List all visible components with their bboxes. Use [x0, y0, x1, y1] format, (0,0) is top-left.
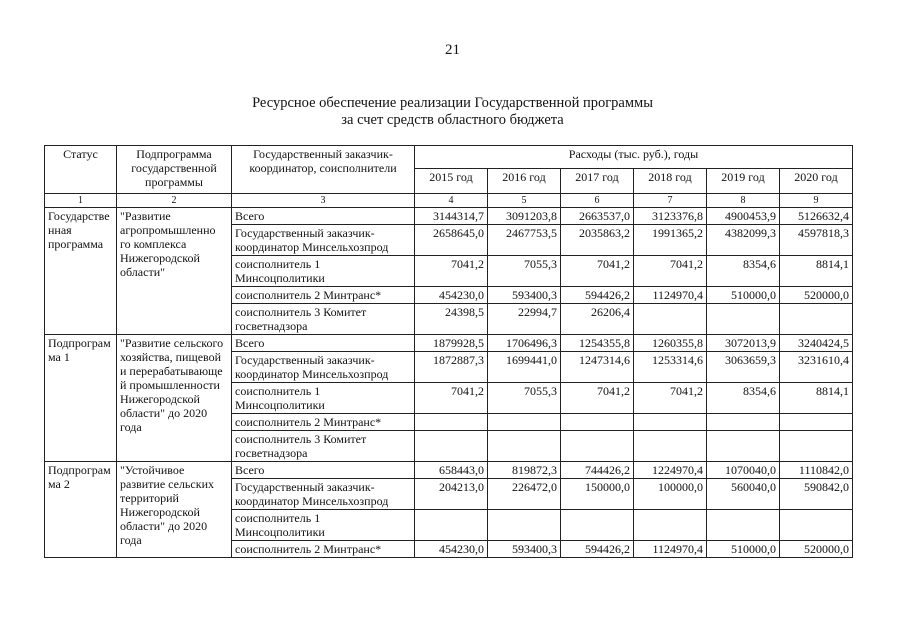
amount-cell: 100000,0 [634, 479, 707, 510]
amount-cell: 1124970,4 [634, 541, 707, 558]
subprogram-cell: "Устойчивое развитие сельских территорий Нижегородской области" до 2020 года [117, 462, 232, 558]
amount-cell: 3231610,4 [780, 352, 853, 383]
amount-cell [415, 510, 488, 541]
column-number: 5 [488, 194, 561, 208]
column-number: 4 [415, 194, 488, 208]
amount-cell [634, 414, 707, 431]
amount-cell: 3144314,7 [415, 208, 488, 225]
column-number: 3 [232, 194, 415, 208]
executor-cell: соисполнитель 3 Комитет госветнадзора [232, 431, 415, 462]
executor-cell: Всего [232, 462, 415, 479]
amount-cell: 590842,0 [780, 479, 853, 510]
amount-cell: 7041,2 [561, 383, 634, 414]
amount-cell: 2658645,0 [415, 225, 488, 256]
amount-cell [634, 510, 707, 541]
amount-cell [561, 414, 634, 431]
amount-cell: 594426,2 [561, 541, 634, 558]
status-cell: Государстве нная программа [45, 208, 117, 335]
header-year: 2018 год [634, 169, 707, 194]
amount-cell: 7041,2 [415, 256, 488, 287]
amount-cell: 1110842,0 [780, 462, 853, 479]
executor-cell: соисполнитель 2 Минтранс* [232, 414, 415, 431]
amount-cell: 3240424,5 [780, 335, 853, 352]
amount-cell [634, 431, 707, 462]
executor-cell: соисполнитель 3 Комитет госветнадзора [232, 304, 415, 335]
subprogram-cell: "Развитие агропромышленно го комплекса Нижегородской области" [117, 208, 232, 335]
executor-cell: соисполнитель 1 Минсоцполитики [232, 256, 415, 287]
amount-cell: 744426,2 [561, 462, 634, 479]
executor-cell: Всего [232, 208, 415, 225]
header-expenses: Расходы (тыс. руб.), годы [415, 146, 853, 169]
column-number: 8 [707, 194, 780, 208]
page-number: 21 [445, 42, 460, 58]
column-number: 1 [45, 194, 117, 208]
amount-cell: 7055,3 [488, 256, 561, 287]
amount-cell: 1224970,4 [634, 462, 707, 479]
amount-cell [780, 304, 853, 335]
amount-cell: 1991365,2 [634, 225, 707, 256]
amount-cell: 150000,0 [561, 479, 634, 510]
amount-cell [707, 414, 780, 431]
amount-cell: 8814,1 [780, 256, 853, 287]
table-row [45, 208, 853, 225]
amount-cell [561, 510, 634, 541]
amount-cell [415, 431, 488, 462]
amount-cell [707, 304, 780, 335]
column-number: 7 [634, 194, 707, 208]
amount-cell [780, 431, 853, 462]
amount-cell: 594426,2 [561, 287, 634, 304]
header-year: 2016 год [488, 169, 561, 194]
header-year: 2019 год [707, 169, 780, 194]
amount-cell: 1254355,8 [561, 335, 634, 352]
amount-cell: 3072013,9 [707, 335, 780, 352]
amount-cell: 24398,5 [415, 304, 488, 335]
amount-cell: 520000,0 [780, 287, 853, 304]
amount-cell: 1699441,0 [488, 352, 561, 383]
amount-cell [780, 510, 853, 541]
column-number-row [45, 194, 853, 208]
amount-cell: 593400,3 [488, 287, 561, 304]
amount-cell: 1253314,6 [634, 352, 707, 383]
amount-cell: 8354,6 [707, 256, 780, 287]
column-number: 2 [117, 194, 232, 208]
status-cell: Подпрограм ма 1 [45, 335, 117, 462]
amount-cell: 22994,7 [488, 304, 561, 335]
amount-cell: 520000,0 [780, 541, 853, 558]
amount-cell: 7041,2 [634, 256, 707, 287]
amount-cell: 819872,3 [488, 462, 561, 479]
column-number: 9 [780, 194, 853, 208]
amount-cell: 2663537,0 [561, 208, 634, 225]
amount-cell: 593400,3 [488, 541, 561, 558]
amount-cell: 3123376,8 [634, 208, 707, 225]
amount-cell: 2467753,5 [488, 225, 561, 256]
header-subprogram: Подпрограмма государственной программы [117, 146, 232, 194]
amount-cell [707, 431, 780, 462]
table-row [45, 335, 853, 352]
executor-cell: Государственный заказчик-координатор Минсельхозпрод [232, 352, 415, 383]
header-row-1 [45, 146, 853, 169]
amount-cell: 658443,0 [415, 462, 488, 479]
amount-cell [415, 414, 488, 431]
status-cell: Подпрограм ма 2 [45, 462, 117, 558]
amount-cell [488, 414, 561, 431]
table-row [45, 462, 853, 479]
amount-cell [488, 431, 561, 462]
amount-cell: 1260355,8 [634, 335, 707, 352]
amount-cell [780, 414, 853, 431]
amount-cell: 204213,0 [415, 479, 488, 510]
amount-cell [561, 431, 634, 462]
document-title [0, 95, 905, 129]
amount-cell [634, 304, 707, 335]
amount-cell: 1124970,4 [634, 287, 707, 304]
amount-cell: 1070040,0 [707, 462, 780, 479]
amount-cell: 7041,2 [634, 383, 707, 414]
amount-cell [707, 510, 780, 541]
header-year: 2020 год [780, 169, 853, 194]
amount-cell: 7041,2 [415, 383, 488, 414]
header-year: 2017 год [561, 169, 634, 194]
executor-cell: Государственный заказчик-координатор Минсельхозпрод [232, 225, 415, 256]
amount-cell: 1706496,3 [488, 335, 561, 352]
amount-cell: 454230,0 [415, 287, 488, 304]
table-body [45, 208, 853, 558]
amount-cell: 510000,0 [707, 541, 780, 558]
amount-cell: 4597818,3 [780, 225, 853, 256]
subprogram-cell: "Развитие сельского хозяйства, пищевой и перерабатывающе й промышленности Нижегородской области" до 2020 года [117, 335, 232, 462]
resource-table [44, 145, 853, 558]
amount-cell: 8354,6 [707, 383, 780, 414]
executor-cell: соисполнитель 1 Минсоцполитики [232, 383, 415, 414]
title-line-2: за счет средств областного бюджета [341, 112, 564, 128]
amount-cell: 5126632,4 [780, 208, 853, 225]
executor-cell: соисполнитель 2 Минтранс* [232, 287, 415, 304]
column-number: 6 [561, 194, 634, 208]
amount-cell: 226472,0 [488, 479, 561, 510]
amount-cell: 7041,2 [561, 256, 634, 287]
amount-cell: 1247314,6 [561, 352, 634, 383]
amount-cell: 510000,0 [707, 287, 780, 304]
amount-cell: 3063659,3 [707, 352, 780, 383]
amount-cell: 2035863,2 [561, 225, 634, 256]
amount-cell: 560040,0 [707, 479, 780, 510]
amount-cell: 4900453,9 [707, 208, 780, 225]
title-line-1: Ресурсное обеспечение реализации Государственной программы [252, 95, 653, 111]
amount-cell: 454230,0 [415, 541, 488, 558]
amount-cell: 4382099,3 [707, 225, 780, 256]
amount-cell [488, 510, 561, 541]
amount-cell: 1879928,5 [415, 335, 488, 352]
executor-cell: соисполнитель 2 Минтранс* [232, 541, 415, 558]
header-year: 2015 год [415, 169, 488, 194]
executor-cell: соисполнитель 1 Минсоцполитики [232, 510, 415, 541]
executor-cell: Всего [232, 335, 415, 352]
amount-cell: 8814,1 [780, 383, 853, 414]
amount-cell: 26206,4 [561, 304, 634, 335]
executor-cell: Государственный заказчик-координатор Минсельхозпрод [232, 479, 415, 510]
amount-cell: 1872887,3 [415, 352, 488, 383]
header-customer: Государственный заказчик-координатор, соисполнители [232, 146, 415, 194]
amount-cell: 7055,3 [488, 383, 561, 414]
header-status: Статус [45, 146, 117, 194]
amount-cell: 3091203,8 [488, 208, 561, 225]
